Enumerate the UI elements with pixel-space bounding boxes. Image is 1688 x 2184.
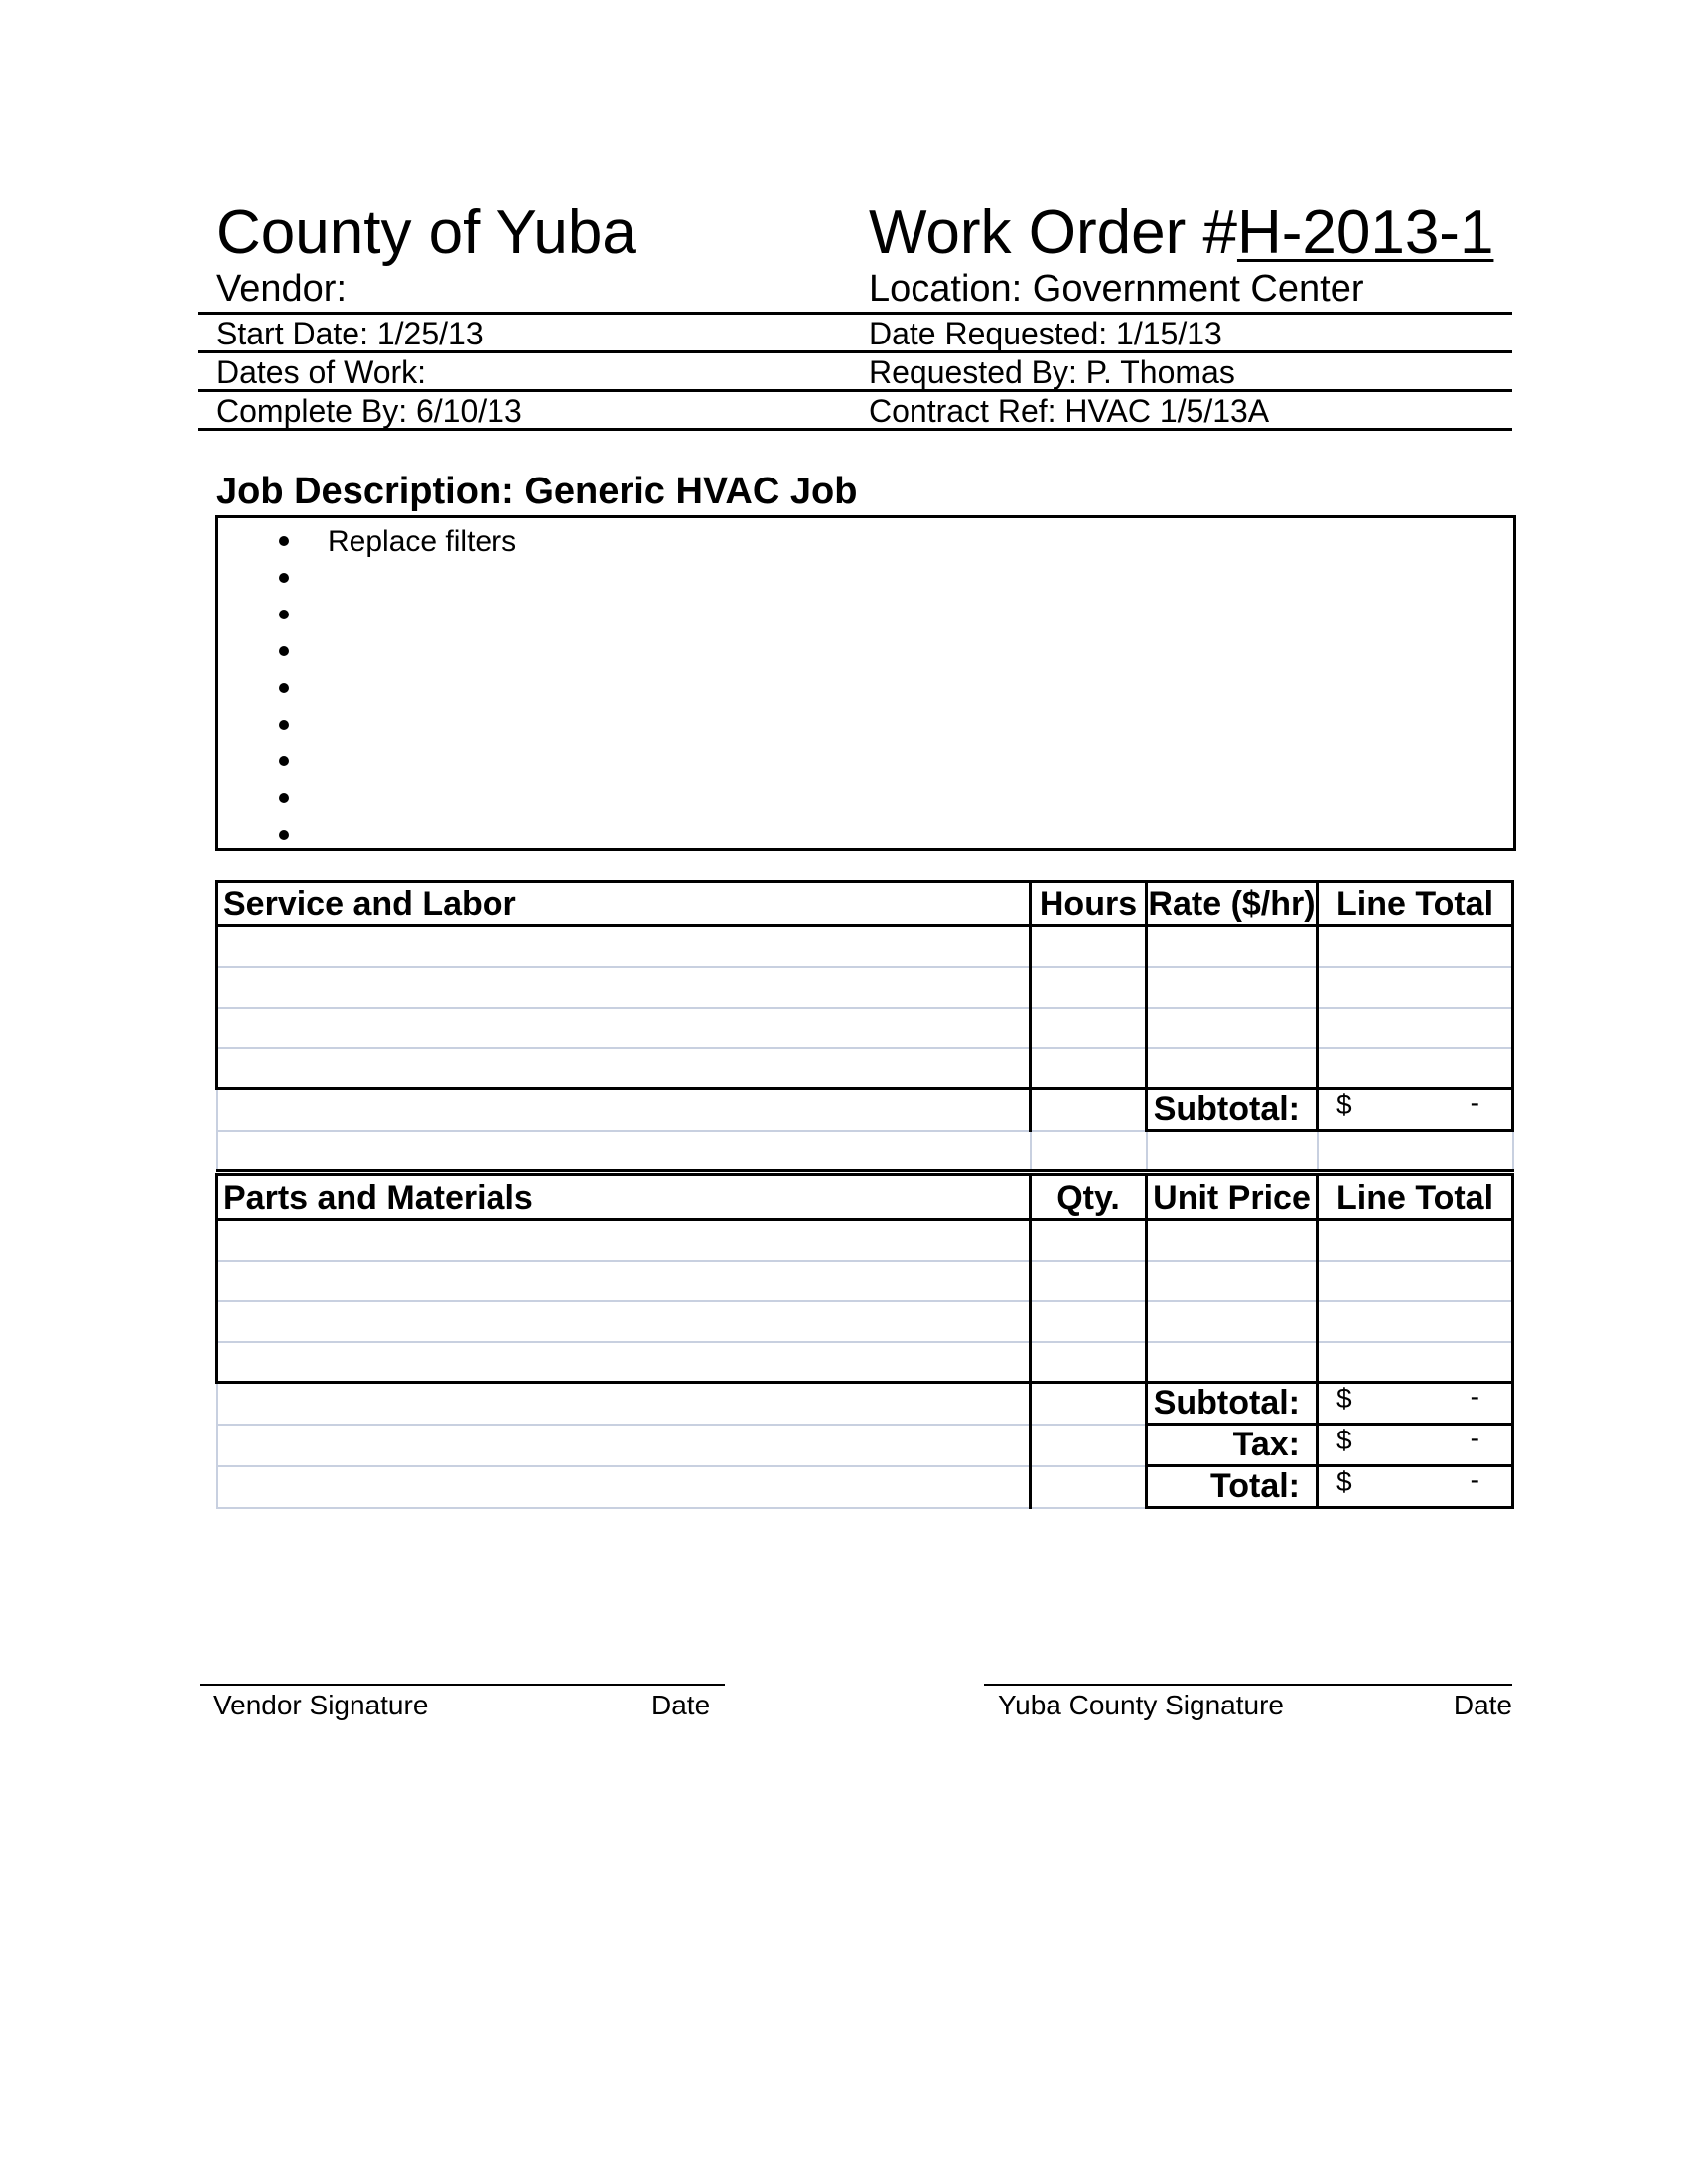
bullet-icon xyxy=(279,830,289,840)
amount-value: - xyxy=(1470,1423,1479,1453)
tax-label: Tax: xyxy=(1147,1425,1318,1466)
empty-cell xyxy=(1147,1131,1318,1171)
job-task-item xyxy=(218,523,1112,560)
subtotal-row xyxy=(217,1089,1513,1131)
county-signature-label: Yuba County Signature xyxy=(998,1690,1284,1720)
parts-materials-table xyxy=(215,1173,1514,1509)
job-task-item xyxy=(218,597,1112,633)
col-header-qty: Qty. xyxy=(1031,1175,1147,1220)
currency-symbol: $ xyxy=(1336,1466,1352,1497)
table-row xyxy=(217,1301,1513,1342)
line-total-cell[interactable] xyxy=(1318,967,1513,1008)
bullet-icon xyxy=(279,536,289,546)
qty-cell[interactable] xyxy=(1031,1220,1147,1261)
total-row xyxy=(217,1466,1513,1508)
table-row xyxy=(217,1261,1513,1301)
spacer-row xyxy=(217,1131,1513,1171)
vendor-location-row xyxy=(198,268,1512,315)
line-total-cell[interactable] xyxy=(1318,1342,1513,1383)
bullet-icon xyxy=(279,756,289,766)
hours-cell[interactable] xyxy=(1031,1008,1147,1048)
bullet-icon xyxy=(279,720,289,730)
service-labor-table xyxy=(215,880,1514,1172)
rate-cell[interactable] xyxy=(1147,926,1318,967)
requested-by-field: Requested By: P. Thomas xyxy=(869,354,1235,390)
job-task-item xyxy=(218,817,1112,854)
contract-ref-field: Contract Ref: HVAC 1/5/13A xyxy=(869,393,1270,429)
county-signature-line[interactable] xyxy=(984,1684,1512,1725)
empty-cell xyxy=(217,1383,1031,1425)
dates-of-work-field: Dates of Work: xyxy=(216,354,427,390)
empty-cell xyxy=(1031,1466,1147,1508)
table-header-row xyxy=(217,1175,1513,1220)
line-total-cell[interactable] xyxy=(1318,926,1513,967)
county-date-label: Date xyxy=(1453,1690,1512,1720)
empty-cell xyxy=(217,1466,1031,1508)
total-label: Total: xyxy=(1147,1466,1318,1508)
start-date-field: Start Date: 1/25/13 xyxy=(216,316,484,351)
col-header-service: Service and Labor xyxy=(217,882,1031,926)
subtotal-label: Subtotal: xyxy=(1147,1089,1318,1131)
service-cell[interactable] xyxy=(217,1008,1031,1048)
rate-cell[interactable] xyxy=(1147,1008,1318,1048)
col-header-line-total: Line Total xyxy=(1318,1175,1513,1220)
table-row xyxy=(217,1048,1513,1089)
table-header-row xyxy=(217,882,1513,926)
job-task-item xyxy=(218,707,1112,744)
empty-cell xyxy=(217,1089,1031,1131)
table-row xyxy=(217,926,1513,967)
vendor-signature-line[interactable] xyxy=(200,1684,725,1725)
tax-amount xyxy=(1318,1425,1513,1466)
amount-value: - xyxy=(1470,1087,1479,1118)
hours-cell[interactable] xyxy=(1031,926,1147,967)
unit-price-cell[interactable] xyxy=(1147,1301,1318,1342)
vendor-label: Vendor: xyxy=(216,268,347,310)
currency-symbol: $ xyxy=(1336,1089,1352,1120)
part-cell[interactable] xyxy=(217,1261,1031,1301)
part-cell[interactable] xyxy=(217,1220,1031,1261)
table-row xyxy=(217,1342,1513,1383)
line-total-cell[interactable] xyxy=(1318,1220,1513,1261)
subtotal-label: Subtotal: xyxy=(1147,1383,1318,1425)
line-total-cell[interactable] xyxy=(1318,1261,1513,1301)
qty-cell[interactable] xyxy=(1031,1342,1147,1383)
col-header-hours: Hours xyxy=(1031,882,1147,926)
unit-price-cell[interactable] xyxy=(1147,1342,1318,1383)
job-task-item xyxy=(218,744,1112,780)
work-order-prefix: Work Order # xyxy=(869,199,1237,267)
job-description-box xyxy=(215,515,1516,851)
part-cell[interactable] xyxy=(217,1301,1031,1342)
hours-cell[interactable] xyxy=(1031,967,1147,1008)
table-row xyxy=(217,1008,1513,1048)
work-order-title xyxy=(869,199,1493,268)
location-field: Location: Government Center xyxy=(869,268,1364,310)
complete-by-field: Complete By: 6/10/13 xyxy=(216,393,522,429)
table-row xyxy=(217,967,1513,1008)
rate-cell[interactable] xyxy=(1147,967,1318,1008)
table-row xyxy=(217,1220,1513,1261)
hours-cell[interactable] xyxy=(1031,1048,1147,1089)
job-task-item xyxy=(218,560,1112,597)
info-row xyxy=(198,392,1512,431)
empty-cell xyxy=(1031,1425,1147,1466)
bullet-icon xyxy=(279,683,289,693)
unit-price-cell[interactable] xyxy=(1147,1261,1318,1301)
subtotal-row xyxy=(217,1383,1513,1425)
line-total-cell[interactable] xyxy=(1318,1008,1513,1048)
service-cell[interactable] xyxy=(217,967,1031,1008)
line-total-cell[interactable] xyxy=(1318,1048,1513,1089)
date-requested-field: Date Requested: 1/15/13 xyxy=(869,316,1222,351)
empty-cell xyxy=(1031,1089,1147,1131)
rate-cell[interactable] xyxy=(1147,1048,1318,1089)
qty-cell[interactable] xyxy=(1031,1261,1147,1301)
job-task-item xyxy=(218,633,1112,670)
vendor-signature-label: Vendor Signature xyxy=(213,1690,429,1720)
empty-cell xyxy=(217,1425,1031,1466)
job-task-text: Replace filters xyxy=(328,525,517,558)
bullet-icon xyxy=(279,610,289,619)
tax-row xyxy=(217,1425,1513,1466)
col-header-parts: Parts and Materials xyxy=(217,1175,1031,1220)
bullet-icon xyxy=(279,646,289,656)
work-order-number: H-2013-1 xyxy=(1236,199,1494,267)
empty-cell xyxy=(217,1131,1031,1171)
job-description-title: Job Description: Generic HVAC Job xyxy=(216,471,858,512)
empty-cell xyxy=(1031,1383,1147,1425)
org-title: County of Yuba xyxy=(216,199,636,267)
amount-value: - xyxy=(1470,1464,1479,1495)
bullet-icon xyxy=(279,793,289,803)
info-row xyxy=(198,315,1512,353)
unit-price-cell[interactable] xyxy=(1147,1220,1318,1261)
bullet-icon xyxy=(279,573,289,583)
amount-value: - xyxy=(1470,1381,1479,1412)
info-row xyxy=(198,353,1512,392)
job-task-item xyxy=(218,780,1112,817)
currency-symbol: $ xyxy=(1336,1383,1352,1414)
part-cell[interactable] xyxy=(217,1342,1031,1383)
subtotal-amount xyxy=(1318,1383,1513,1425)
total-amount xyxy=(1318,1466,1513,1508)
service-cell[interactable] xyxy=(217,926,1031,967)
col-header-rate: Rate ($/hr) xyxy=(1147,882,1318,926)
col-header-unit-price: Unit Price xyxy=(1147,1175,1318,1220)
empty-cell xyxy=(1318,1131,1513,1171)
qty-cell[interactable] xyxy=(1031,1301,1147,1342)
currency-symbol: $ xyxy=(1336,1425,1352,1455)
vendor-date-label: Date xyxy=(651,1690,711,1720)
service-cell[interactable] xyxy=(217,1048,1031,1089)
subtotal-amount xyxy=(1318,1089,1513,1131)
empty-cell xyxy=(1031,1131,1147,1171)
job-task-item xyxy=(218,670,1112,707)
col-header-line-total: Line Total xyxy=(1318,882,1513,926)
line-total-cell[interactable] xyxy=(1318,1301,1513,1342)
